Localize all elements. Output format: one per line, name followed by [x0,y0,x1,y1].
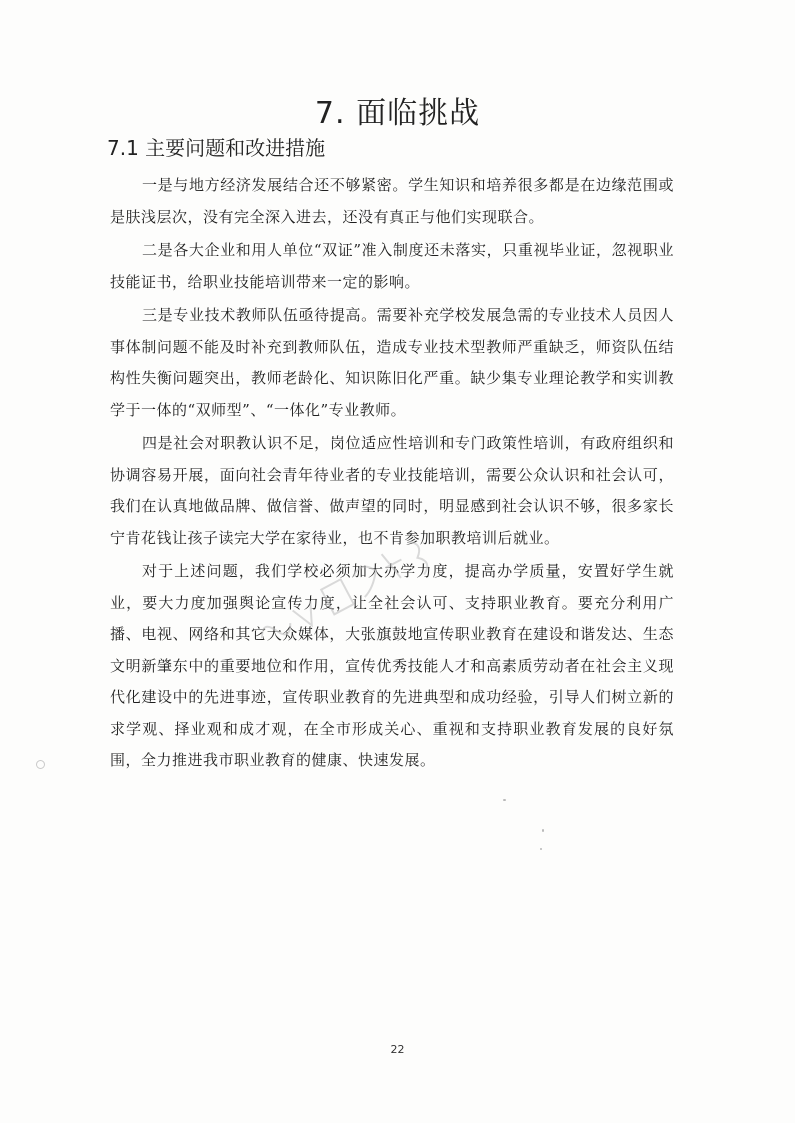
paragraph-4: 四是社会对职教认识不足，岗位适应性培训和专门政策性培训，有政府组织和协调容易开展，面向社会青年待业者的专业技能培训，需要公众认识和社会认可，我们在认真地做品牌、做信誉、做声望的同时，明显感到社会认识不够，很多家长宁肯花钱让孩子读完大学在家待业，也不肯参加职教培训后就业。 [110,434,674,547]
body-text [110,170,674,779]
scan-speck [540,848,542,850]
paragraph-1: 一是与地方经济发展结合还不够紧密。学生知识和培养很多都是在边缘范围或是肤浅层次，没有完全深入进去，还没有真正与他们实现联合。 [110,176,674,226]
paragraph-2: 二是各大企业和用人单位“双证”准入制度还未落实，只重视毕业证，忽视职业技能证书，给职业技能培训带来一定的影响。 [110,241,674,291]
paragraph-5: 对于上述问题，我们学校必须加大办学力度，提高办学质量，安置好学生就业，要大力度加强舆论宣传力度，让全社会认可、支持职业教育。要充分利用广播、电视、网络和其它大众媒体，大张旗鼓地宣传职业教育在建设和谐发达、生态文明新肇东中的重要地位和作用，宣传优秀技能人才和高素质劳动者在社会主义现代化建设中的先进事迹，宣传职业教育的先进典型和成功经验，引导人们树立新的求学观、择业观和成才观，在全市形成关心、重视和支持职业教育发展的良好氛围，全力推进我市职业教育的健康、快速发展。 [110,562,674,769]
page-number: 22 [390,1043,405,1056]
chapter-title: 7. 面临挑战 [314,96,481,131]
scan-speck [503,799,506,801]
scan-speck [542,829,544,832]
section-title: 7.1 主要问题和改进措施 [107,136,326,160]
scan-ring-mark [36,760,45,769]
paragraph-3: 三是专业技术教师队伍亟待提高。需要补充学校发展急需的专业技术人员因人事体制问题不能及时补充到教师队伍，造成专业技术型教师严重缺乏，师资队伍结构性失衡问题突出，教师老龄化、知识陈旧化严重。缺少集专业理论教学和实训教学于一体的“双师型”、“一体化”专业教师。 [110,306,674,419]
